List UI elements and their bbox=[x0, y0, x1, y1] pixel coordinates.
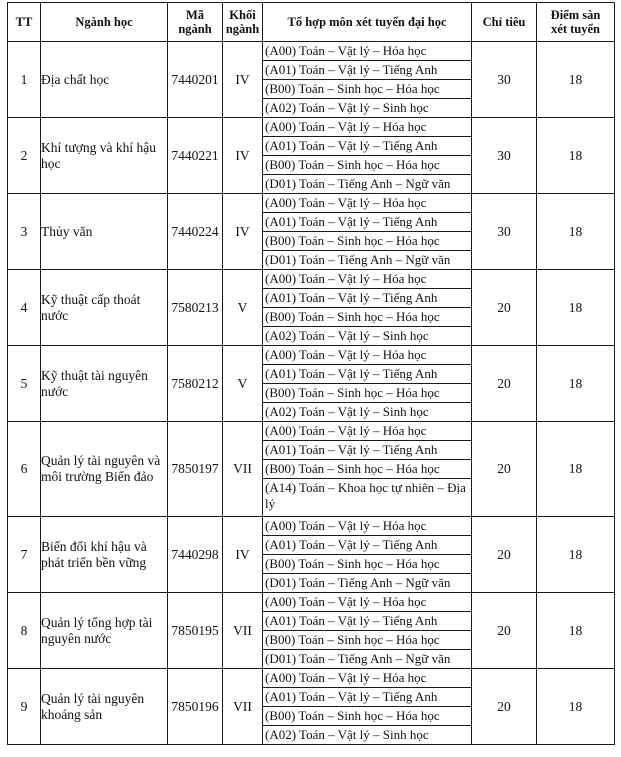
combination-item: (A02) Toán – Vật lý – Sinh học bbox=[265, 328, 429, 343]
header-score-line2: xét tuyển bbox=[551, 22, 600, 36]
combination-item: (A01) Toán – Vật lý – Tiếng Anh bbox=[263, 612, 471, 631]
subject-combinations bbox=[263, 270, 472, 346]
major-block: IV bbox=[223, 42, 263, 118]
min-score-value: 18 bbox=[537, 669, 615, 745]
combination-item: (D01) Toán – Tiếng Anh – Ngữ văn bbox=[265, 651, 451, 666]
table-row bbox=[8, 422, 615, 517]
min-score-value: 18 bbox=[537, 194, 615, 270]
header-block-line2: ngành bbox=[225, 22, 260, 36]
header-code-line2: ngành bbox=[178, 22, 212, 36]
subject-combinations bbox=[263, 517, 472, 593]
header-score-line1: Điểm sàn bbox=[550, 8, 601, 22]
quota-value: 20 bbox=[472, 517, 537, 593]
row-number: 3 bbox=[8, 194, 41, 270]
combination-item: (B00) Toán – Sinh học – Hóa học bbox=[263, 384, 471, 403]
combination-item: (B00) Toán – Sinh học – Hóa học bbox=[263, 232, 471, 251]
major-code: 7440298 bbox=[168, 517, 223, 593]
header-block bbox=[223, 3, 263, 42]
subject-combinations bbox=[263, 669, 472, 745]
major-name: Biến đổi khí hậu và phát triển bền vững bbox=[41, 517, 168, 593]
combination-item: (A02) Toán – Vật lý – Sinh học bbox=[265, 100, 429, 115]
combination-item: (A00) Toán – Vật lý – Hóa học bbox=[263, 270, 471, 289]
combination-item: (D01) Toán – Tiếng Anh – Ngữ văn bbox=[265, 252, 451, 267]
header-major: Ngành học bbox=[41, 3, 168, 42]
combination-item: (B00) Toán – Sinh học – Hóa học bbox=[263, 80, 471, 99]
major-code: 7580212 bbox=[168, 346, 223, 422]
combination-item: (A00) Toán – Vật lý – Hóa học bbox=[263, 346, 471, 365]
combination-item: (A00) Toán – Vật lý – Hóa học bbox=[263, 517, 471, 536]
header-quota: Chỉ tiêu bbox=[472, 3, 537, 42]
combination-item: (A01) Toán – Vật lý – Tiếng Anh bbox=[263, 365, 471, 384]
combination-item: (D01) Toán – Tiếng Anh – Ngữ văn bbox=[265, 176, 451, 191]
table-row bbox=[8, 593, 615, 669]
quota-value: 30 bbox=[472, 118, 537, 194]
major-block: VII bbox=[223, 669, 263, 745]
combination-item: (A01) Toán – Vật lý – Tiếng Anh bbox=[263, 213, 471, 232]
major-block: V bbox=[223, 270, 263, 346]
major-block: V bbox=[223, 346, 263, 422]
min-score-value: 18 bbox=[537, 346, 615, 422]
subject-combinations bbox=[263, 118, 472, 194]
min-score-value: 18 bbox=[537, 593, 615, 669]
combination-item: (A01) Toán – Vật lý – Tiếng Anh bbox=[263, 137, 471, 156]
header-code-line1: Mã bbox=[185, 8, 205, 22]
quota-value: 20 bbox=[472, 669, 537, 745]
combination-item: (A01) Toán – Vật lý – Tiếng Anh bbox=[263, 441, 471, 460]
subject-combinations bbox=[263, 194, 472, 270]
combination-item: (B00) Toán – Sinh học – Hóa học bbox=[263, 156, 471, 175]
table-body bbox=[8, 42, 615, 745]
header-combos: Tổ hợp môn xét tuyển đại học bbox=[263, 3, 472, 42]
table-row bbox=[8, 194, 615, 270]
header-block-line1: Khối bbox=[229, 8, 256, 22]
combination-item: (A00) Toán – Vật lý – Hóa học bbox=[263, 593, 471, 612]
combination-item: (A00) Toán – Vật lý – Hóa học bbox=[263, 669, 471, 688]
table-row bbox=[8, 517, 615, 593]
table-row bbox=[8, 270, 615, 346]
combination-item: (B00) Toán – Sinh học – Hóa học bbox=[263, 460, 471, 479]
major-name: Địa chất học bbox=[41, 42, 168, 118]
row-number: 5 bbox=[8, 346, 41, 422]
header-code bbox=[168, 3, 223, 42]
major-name: Khí tượng và khí hậu học bbox=[41, 118, 168, 194]
major-code: 7440201 bbox=[168, 42, 223, 118]
quota-value: 20 bbox=[472, 346, 537, 422]
major-code: 7850197 bbox=[168, 422, 223, 517]
table-row bbox=[8, 669, 615, 745]
combination-item: (B00) Toán – Sinh học – Hóa học bbox=[263, 707, 471, 726]
table-header bbox=[8, 3, 615, 42]
major-block: IV bbox=[223, 517, 263, 593]
row-number: 6 bbox=[8, 422, 41, 517]
subject-combinations bbox=[263, 346, 472, 422]
subject-combinations bbox=[263, 42, 472, 118]
table-row bbox=[8, 346, 615, 422]
major-name: Kỹ thuật cấp thoát nước bbox=[41, 270, 168, 346]
major-name: Quản lý tổng hợp tài nguyên nước bbox=[41, 593, 168, 669]
min-score-value: 18 bbox=[537, 42, 615, 118]
combination-item: (A00) Toán – Vật lý – Hóa học bbox=[263, 42, 471, 61]
major-name: Thủy văn bbox=[41, 194, 168, 270]
header-score bbox=[537, 3, 615, 42]
admission-table bbox=[7, 2, 615, 745]
quota-value: 20 bbox=[472, 422, 537, 517]
major-code: 7440221 bbox=[168, 118, 223, 194]
quota-value: 30 bbox=[472, 194, 537, 270]
major-name: Quản lý tài nguyên và môi trường Biển đảo bbox=[41, 422, 168, 517]
subject-combinations bbox=[263, 593, 472, 669]
row-number: 8 bbox=[8, 593, 41, 669]
row-number: 4 bbox=[8, 270, 41, 346]
major-block: IV bbox=[223, 118, 263, 194]
major-code: 7850195 bbox=[168, 593, 223, 669]
header-tt: TT bbox=[8, 3, 41, 42]
row-number: 9 bbox=[8, 669, 41, 745]
min-score-value: 18 bbox=[537, 118, 615, 194]
min-score-value: 18 bbox=[537, 270, 615, 346]
combination-item: (B00) Toán – Sinh học – Hóa học bbox=[263, 631, 471, 650]
major-code: 7850196 bbox=[168, 669, 223, 745]
table-row bbox=[8, 42, 615, 118]
row-number: 2 bbox=[8, 118, 41, 194]
combination-item: (A02) Toán – Vật lý – Sinh học bbox=[265, 404, 429, 419]
combination-item: (A00) Toán – Vật lý – Hóa học bbox=[263, 118, 471, 137]
combination-item: (D01) Toán – Tiếng Anh – Ngữ văn bbox=[265, 575, 451, 590]
subject-combinations bbox=[263, 422, 472, 517]
row-number: 7 bbox=[8, 517, 41, 593]
major-block: VII bbox=[223, 422, 263, 517]
major-block: IV bbox=[223, 194, 263, 270]
quota-value: 20 bbox=[472, 593, 537, 669]
quota-value: 20 bbox=[472, 270, 537, 346]
major-name: Quản lý tài nguyên khoáng sản bbox=[41, 669, 168, 745]
major-code: 7440224 bbox=[168, 194, 223, 270]
row-number: 1 bbox=[8, 42, 41, 118]
combination-item: (A01) Toán – Vật lý – Tiếng Anh bbox=[263, 61, 471, 80]
combination-item: (A14) Toán – Khoa học tự nhiên – Địa lý bbox=[265, 480, 466, 511]
major-code: 7580213 bbox=[168, 270, 223, 346]
combination-item: (A00) Toán – Vật lý – Hóa học bbox=[263, 194, 471, 213]
combination-item: (A01) Toán – Vật lý – Tiếng Anh bbox=[263, 688, 471, 707]
min-score-value: 18 bbox=[537, 422, 615, 517]
min-score-value: 18 bbox=[537, 517, 615, 593]
major-block: VII bbox=[223, 593, 263, 669]
combination-item: (B00) Toán – Sinh học – Hóa học bbox=[263, 555, 471, 574]
combination-item: (A01) Toán – Vật lý – Tiếng Anh bbox=[263, 289, 471, 308]
combination-item: (A01) Toán – Vật lý – Tiếng Anh bbox=[263, 536, 471, 555]
quota-value: 30 bbox=[472, 42, 537, 118]
major-name: Kỹ thuật tài nguyên nước bbox=[41, 346, 168, 422]
combination-item: (B00) Toán – Sinh học – Hóa học bbox=[263, 308, 471, 327]
table-row bbox=[8, 118, 615, 194]
combination-item: (A02) Toán – Vật lý – Sinh học bbox=[265, 727, 429, 742]
combination-item: (A00) Toán – Vật lý – Hóa học bbox=[263, 422, 471, 441]
